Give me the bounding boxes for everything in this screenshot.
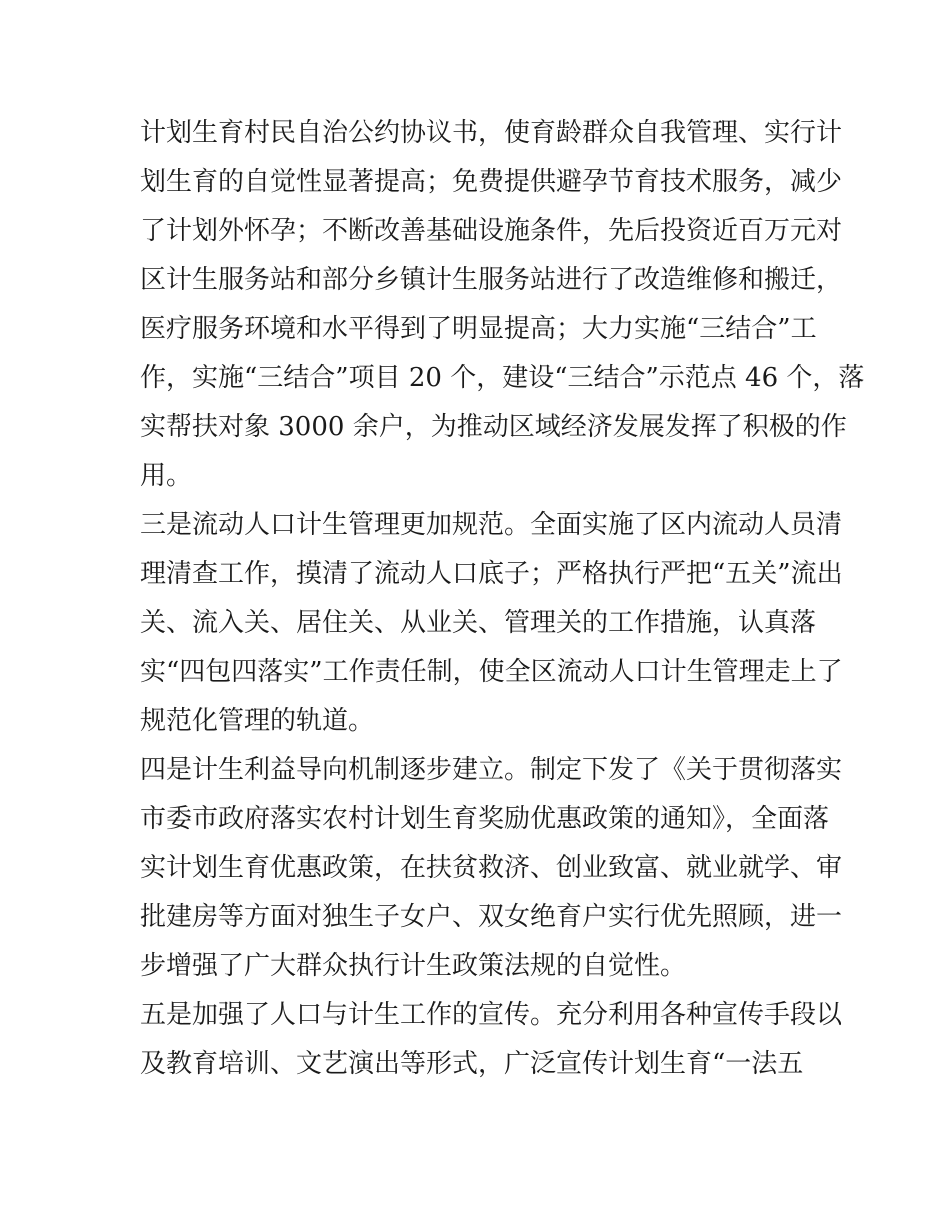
paragraph-four-start: 四是计生利益导向机制逐步建立。制定下发了《关于贯彻落实	[140, 755, 843, 785]
text-line: 实计划生育优惠政策，在扶贫救济、创业致富、就业就学、审	[140, 853, 843, 883]
text-line: 划生育的自觉性显著提高；免费提供避孕节育技术服务，减少	[140, 167, 843, 197]
text-line: 关、流入关、居住关、从业关、管理关的工作措施，认真落	[140, 608, 817, 638]
text-line: 及教育培训、文艺演出等形式，广泛宣传计划生育“一法五	[140, 1049, 804, 1079]
text-line: 步增强了广大群众执行计生政策法规的自觉性。	[140, 951, 687, 981]
paragraph-three-start: 三是流动人口计生管理更加规范。全面实施了区内流动人员清	[140, 510, 843, 540]
text-line: 实“四包四落实”工作责任制，使全区流动人口计生管理走上了	[140, 657, 843, 687]
text-line: 用。	[140, 461, 193, 491]
body-text	[140, 109, 865, 1089]
text-line: 市委市政府落实农村计划生育奖励优惠政策的通知》，全面落	[140, 804, 830, 834]
text-line: 理清查工作，摸清了流动人口底子；严格执行严把“五关”流出	[140, 559, 843, 589]
text-line: 作，实施“三结合”项目 20 个，建设“三结合”示范点 46 个，落	[140, 363, 865, 393]
text-line: 计划生育村民自治公约协议书，使育龄群众自我管理、实行计	[140, 118, 843, 148]
text-line: 规范化管理的轨道。	[140, 706, 375, 736]
text-line: 实帮扶对象 3000 余户，为推动区域经济发展发挥了积极的作	[140, 412, 847, 442]
paragraph-five-start: 五是加强了人口与计生工作的宣传。充分利用各种宣传手段以	[140, 1000, 843, 1030]
text-line: 医疗服务环境和水平得到了明显提高；大力实施“三结合”工	[140, 314, 817, 344]
text-line: 区计生服务站和部分乡镇计生服务站进行了改造维修和搬迁，	[140, 265, 843, 295]
text-line: 了计划外怀孕；不断改善基础设施条件，先后投资近百万元对	[140, 216, 843, 246]
text-line: 批建房等方面对独生子女户、双女绝育户实行优先照顾，进一	[140, 902, 843, 932]
